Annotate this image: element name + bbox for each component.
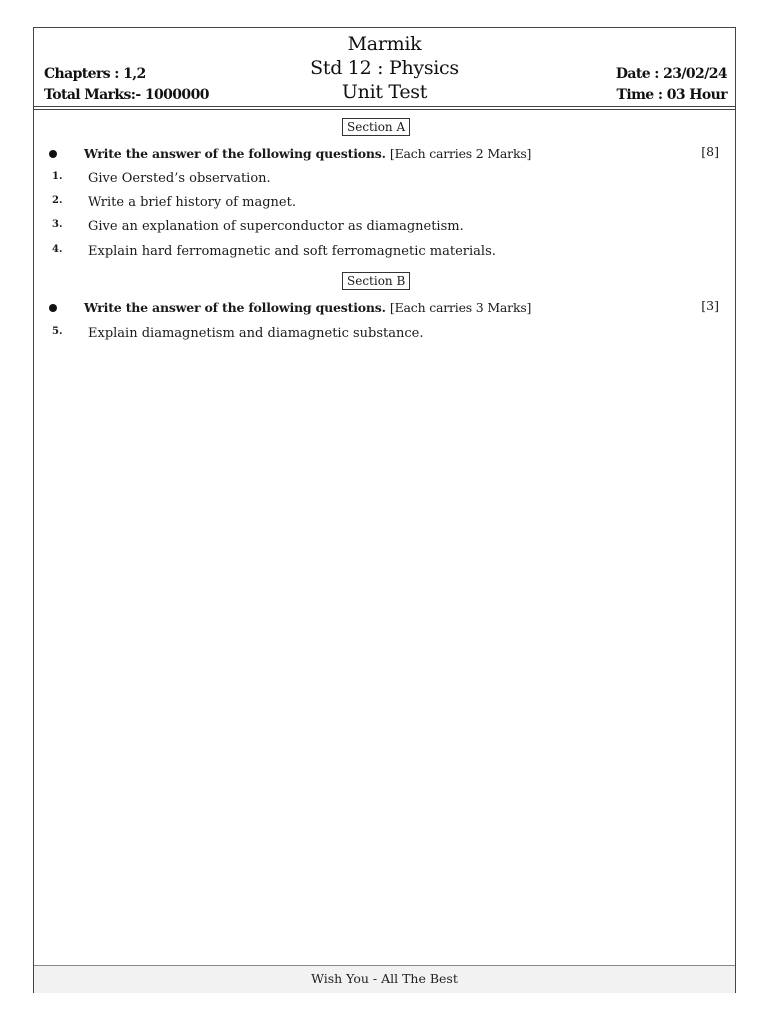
question-row — [34, 243, 735, 261]
question-row — [34, 194, 735, 212]
header-divider-secondary — [34, 109, 735, 110]
paper-header — [34, 28, 735, 106]
question-number: 4. — [52, 244, 63, 255]
question-number: 1. — [52, 171, 63, 182]
question-text: Give Oersted’s observation. — [88, 171, 271, 186]
total-marks: Total Marks:- 1000000 — [44, 87, 209, 103]
section-a-instruction: Write the answer of the following questions. [Each carries 2 Marks] — [84, 146, 532, 161]
header-divider — [34, 106, 735, 107]
school-name: Marmik — [347, 33, 422, 55]
question-number: 2. — [52, 195, 63, 206]
section-b-instruction: Write the answer of the following questions. [Each carries 3 Marks] — [84, 300, 532, 315]
section-b-label: Section B — [342, 272, 410, 290]
question-number: 3. — [52, 219, 63, 230]
section-b-instruction-row — [34, 299, 735, 317]
question-text: Explain diamagnetism and diamagnetic substance. — [88, 326, 424, 341]
question-text: Give an explanation of superconductor as diamagnetism. — [88, 219, 464, 234]
chapters-info: Chapters : 1,2 — [44, 66, 146, 82]
question-row — [34, 218, 735, 236]
question-number: 5. — [52, 326, 63, 337]
exam-paper — [33, 27, 736, 993]
paper-footer: Wish You - All The Best — [34, 965, 735, 993]
section-a-label: Section A — [342, 118, 410, 136]
section-a-marks-note: [Each carries 2 Marks] — [389, 146, 532, 161]
exam-date: Date : 23/02/24 — [615, 66, 727, 82]
bullet-icon — [49, 150, 57, 158]
question-row — [34, 325, 735, 343]
exam-title: Unit Test — [341, 81, 428, 103]
question-row — [34, 170, 735, 188]
question-text: Explain hard ferromagnetic and soft ferromagnetic materials. — [88, 244, 496, 259]
section-b-marks-note: [Each carries 3 Marks] — [389, 300, 532, 315]
bullet-icon — [49, 304, 57, 312]
section-b-total-marks: [3] — [701, 298, 719, 313]
exam-duration: Time : 03 Hour — [616, 87, 727, 103]
section-a-total-marks: [8] — [701, 144, 719, 159]
section-a-instruction-row — [34, 145, 735, 163]
subject-title: Std 12 : Physics — [310, 57, 459, 79]
question-text: Write a brief history of magnet. — [88, 195, 296, 210]
